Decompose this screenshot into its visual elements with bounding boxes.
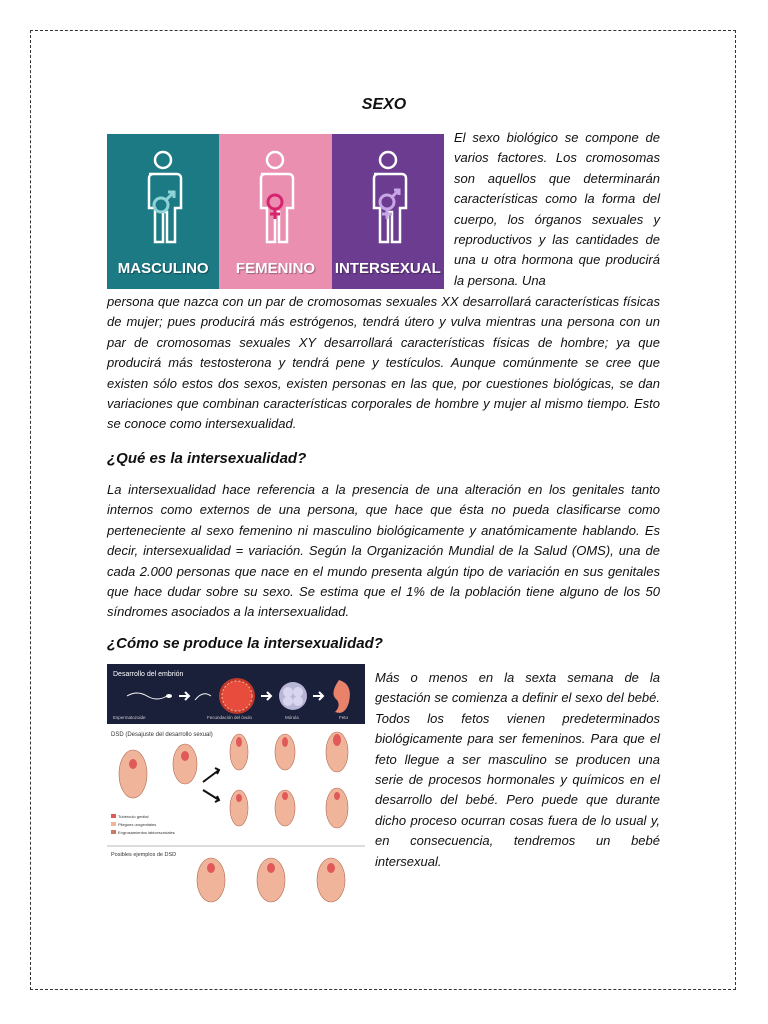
male-figure-icon: [141, 150, 185, 246]
svg-text:Fecundación del óvulo: Fecundación del óvulo: [207, 715, 253, 720]
intro-full-paragraph: persona que nazca con un par de cromosomas sexuales XX desarrollará características físicas de mujer; pues producirá más estrógenos, tendrá útero y vulva mientras una persona con un par de cromosomas sexuales XY desarrollará características físicas de hombre; ya que producirá más testosterona y tendrá pene y testículos. Aunque comúnmente se cree que existen sólo estos dos sexos, existen personas en las que, por cuestiones biológicas, se dan variaciones que combinan características corporales de hombre y mujer al mismo tiempo. Esto se conoce como intersexualidad.: [107, 294, 660, 432]
page-title: SEXO: [361, 96, 407, 113]
svg-text:Pliegues urogenitales: Pliegues urogenitales: [118, 822, 157, 827]
panel-label: FEMENINO: [235, 260, 316, 277]
diagram-header: Desarrollo del embrión: [113, 671, 184, 678]
svg-text:Mórula: Mórula: [285, 715, 299, 720]
section-heading-how: ¿Cómo se produce la intersexualidad?: [107, 635, 383, 652]
female-figure-icon: [253, 150, 297, 246]
section-what-paragraph: La intersexualidad hace referencia a la presencia de una alteración en los genitales tanto internos como externos de una persona, que hace que ésta no pueda clasificarse como perteneciente al sexo femenino ni masculino biológicamente y anatómicamente hablando. Es decir, intersexualidad = variación. Según la Organización Mundial de la Salud (OMS), una de cada 2.000 personas que nace en el mundo presenta algún tipo de variación en sus genitales que hace dudar sobre su sexo. Se estima que el 1% de la población tiene alguno de los 50 síndromes asociados a la intersexualidad.: [107, 482, 660, 620]
embryo-diagram-svg: [107, 664, 365, 906]
embryo-development-diagram: [107, 664, 365, 906]
examples-title: Posibles ejemplos de DSD: [111, 852, 177, 858]
svg-text:Engrosamientos labioescrotales: Engrosamientos labioescrotales: [118, 830, 175, 835]
panel-intersexual: [332, 134, 444, 289]
intro-side-paragraph: El sexo biológico se compone de varios factores. Los cromosomas son aquellos que determinarán características como la forma del cuerpo, los órganos sexuales y reproductivos y las cantidades de una u otra hormona que producirá la persona. Una: [454, 130, 660, 288]
svg-text:Tubérculo genital: Tubérculo genital: [118, 814, 149, 819]
dsd-title: DSD (Desajuste del desarrollo sexual): [111, 732, 213, 738]
section-how-paragraph: Más o menos en la sexta semana de la gestación se comienza a definir el sexo del bebé. Todos los fetos vienen predeterminados biológicamente para ser femeninos. Para que el feto llegue a ser masculino se producen una serie de procesos hormonales y químicos en el desarrollo del bebé. Pero puede que durante dicho proceso ocurran cosas fuera de lo usual y, en consecuencia, tendremos un bebé intersexual.: [375, 670, 660, 869]
intersex-figure-icon: [366, 150, 410, 246]
panel-femenino: [219, 134, 331, 289]
panel-masculino: [107, 134, 219, 289]
panel-label: MASCULINO: [117, 260, 209, 277]
svg-text:Espermatozoide: Espermatozoide: [113, 715, 146, 720]
svg-text:Feto: Feto: [339, 715, 349, 720]
section-heading-what: ¿Qué es la intersexualidad?: [107, 450, 307, 467]
panel-label: INTERSEXUAL: [334, 260, 441, 277]
sex-types-graphic: [107, 134, 444, 289]
